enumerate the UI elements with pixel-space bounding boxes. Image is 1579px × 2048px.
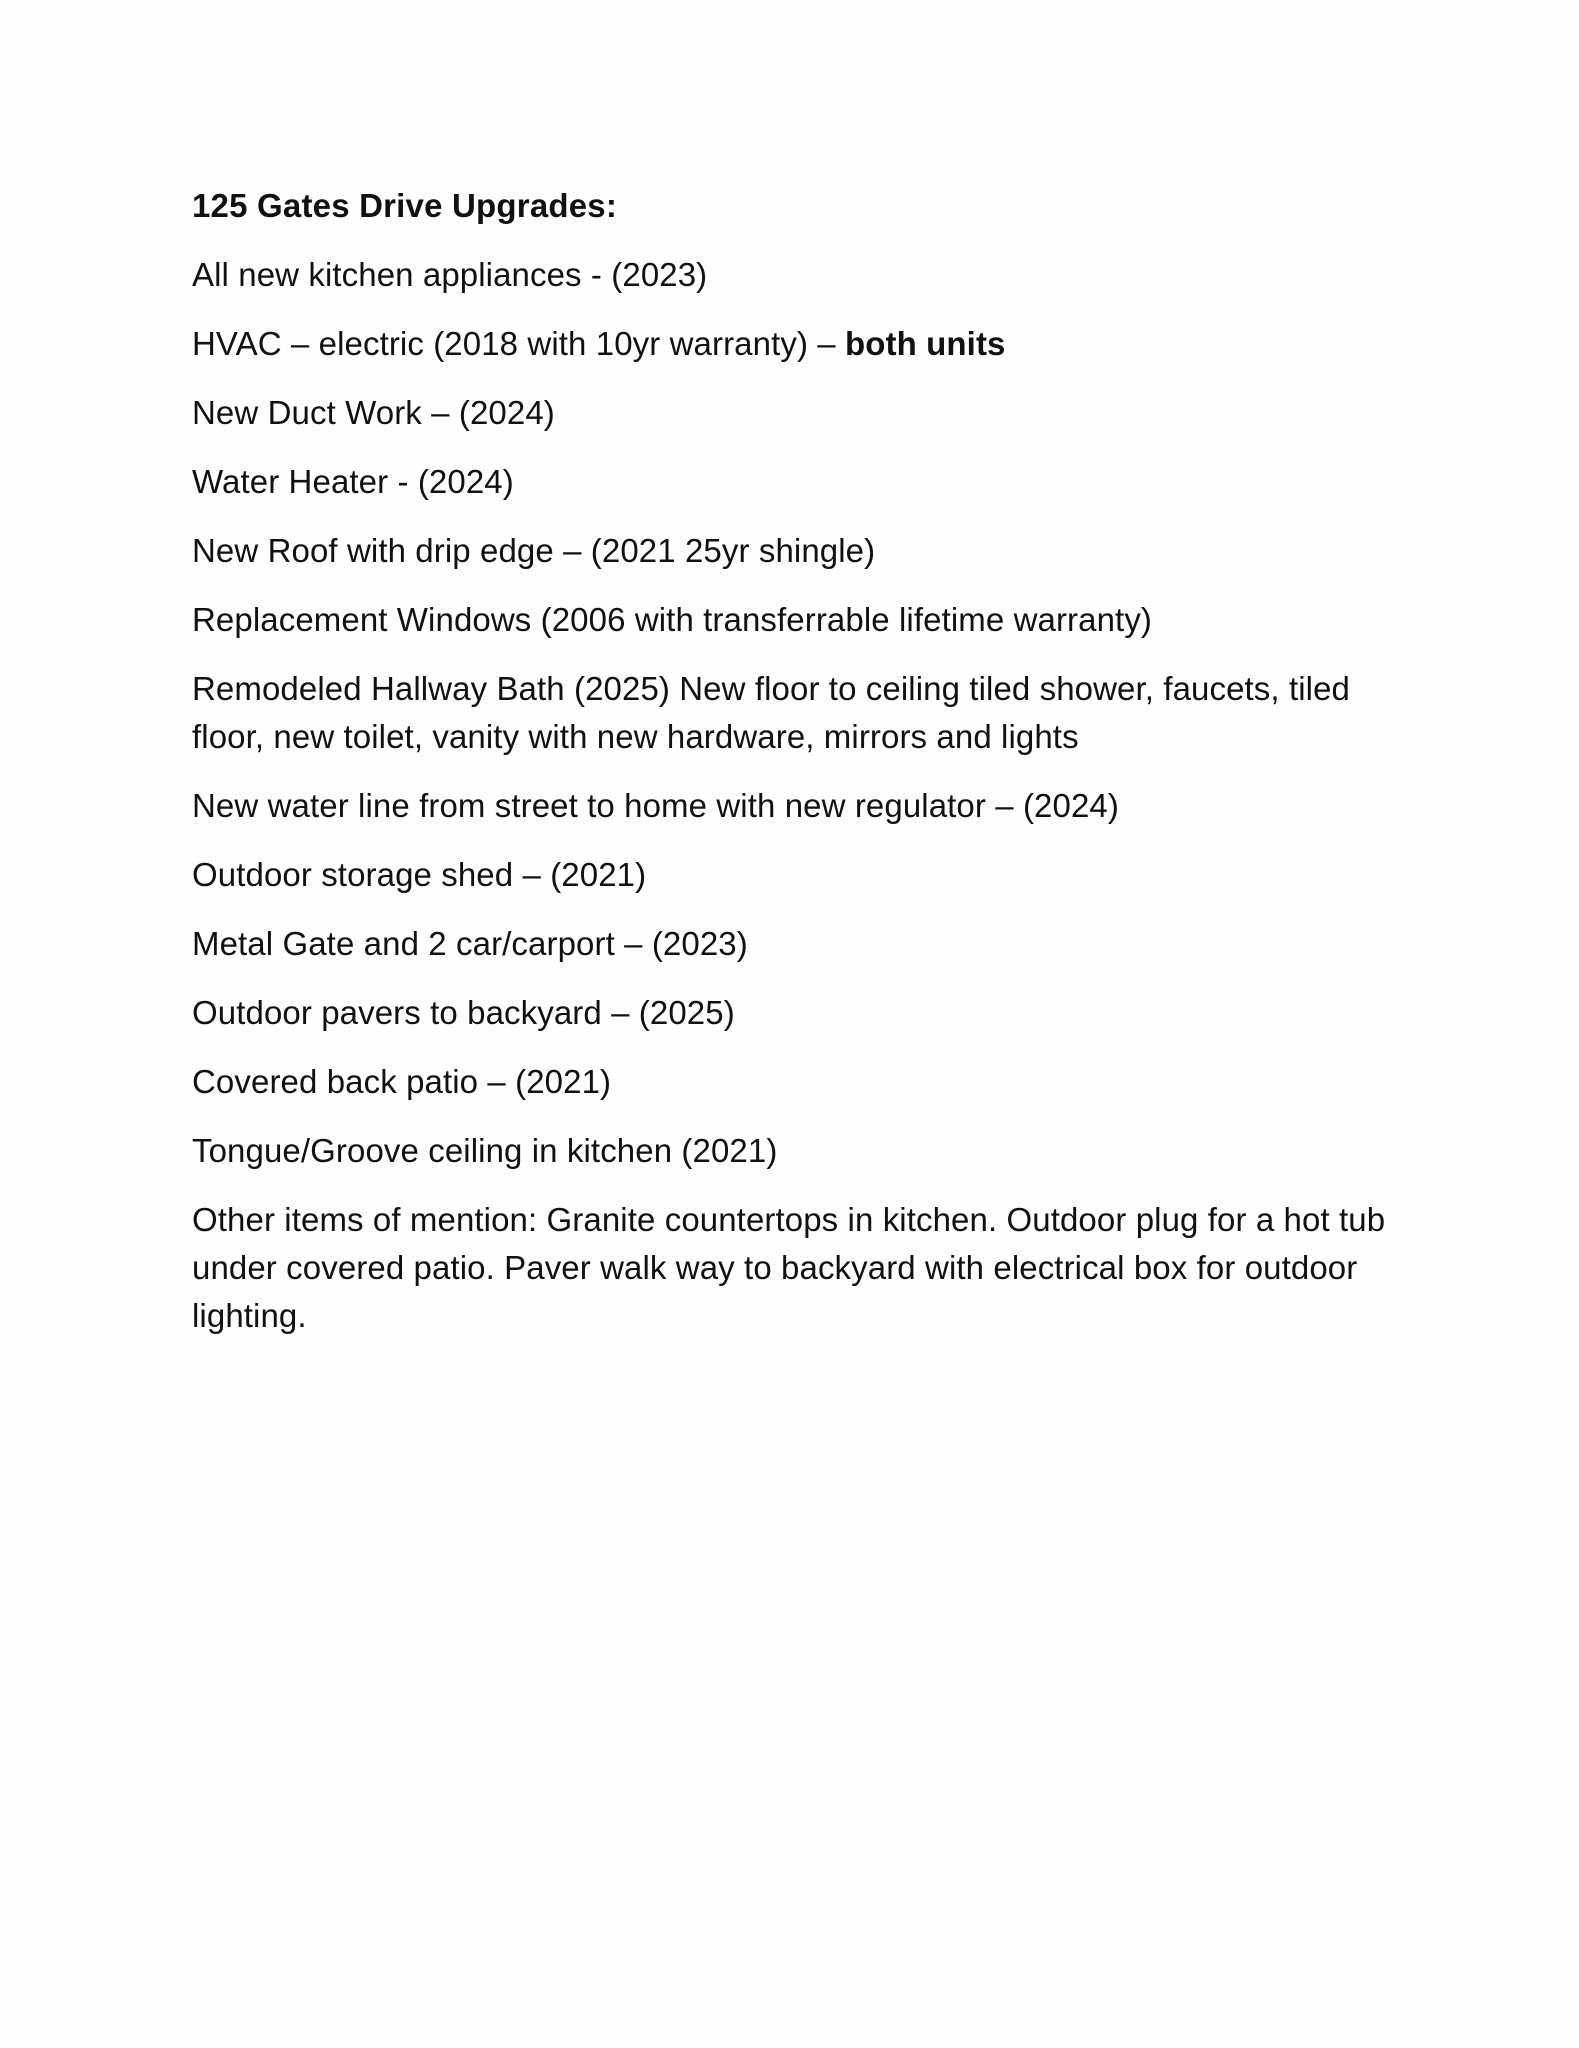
upgrade-item-water-line	[192, 782, 1422, 830]
upgrade-item-storage-shed	[192, 851, 1422, 899]
document-content	[192, 183, 1422, 1361]
upgrade-item-text: Tongue/Groove ceiling in kitchen (2021)	[192, 1132, 778, 1169]
upgrade-item-gate-carport	[192, 920, 1422, 968]
upgrade-item-emphasis: both units	[845, 325, 1006, 362]
upgrade-item-text: Covered back patio – (2021)	[192, 1063, 612, 1100]
upgrade-item-text: Metal Gate and 2 car/carport – (2023)	[192, 925, 748, 962]
upgrade-item-kitchen-appliances	[192, 251, 1422, 299]
upgrade-item-text: Water Heater - (2024)	[192, 463, 514, 500]
upgrade-item-text: New Roof with drip edge – (2021 25yr shingle)	[192, 532, 876, 569]
upgrade-item-windows	[192, 596, 1422, 644]
upgrade-item-text: New Duct Work – (2024)	[192, 394, 555, 431]
upgrade-item-hallway-bath	[192, 665, 1422, 761]
upgrade-item-text: Remodeled Hallway Bath (2025) New floor to ceiling tiled shower, faucets, tiled floor, new toilet, vanity with new hardware, mirrors and lights	[192, 670, 1350, 755]
document-title: 125 Gates Drive Upgrades:	[192, 187, 618, 224]
upgrade-item-duct-work	[192, 389, 1422, 437]
upgrade-item-hvac	[192, 320, 1422, 368]
upgrade-item-text: Replacement Windows (2006 with transferrable lifetime warranty)	[192, 601, 1153, 638]
upgrade-item-ceiling	[192, 1127, 1422, 1175]
upgrade-item-water-heater	[192, 458, 1422, 506]
upgrade-item-text: Outdoor storage shed – (2021)	[192, 856, 647, 893]
other-items-paragraph	[192, 1196, 1422, 1340]
upgrade-item-pavers	[192, 989, 1422, 1037]
upgrade-item-text: Other items of mention: Granite countertops in kitchen. Outdoor plug for a hot tub under covered patio. Paver walk way to backyard with electrical box for outdoor lighting.	[192, 1201, 1386, 1334]
upgrade-item-text: All new kitchen appliances - (2023)	[192, 256, 708, 293]
upgrade-item-text: Outdoor pavers to backyard – (2025)	[192, 994, 735, 1031]
upgrade-item-back-patio	[192, 1058, 1422, 1106]
upgrade-item-text: HVAC – electric (2018 with 10yr warranty) –	[192, 325, 846, 362]
upgrade-item-text: New water line from street to home with new regulator – (2024)	[192, 787, 1119, 824]
upgrade-item-roof	[192, 527, 1422, 575]
